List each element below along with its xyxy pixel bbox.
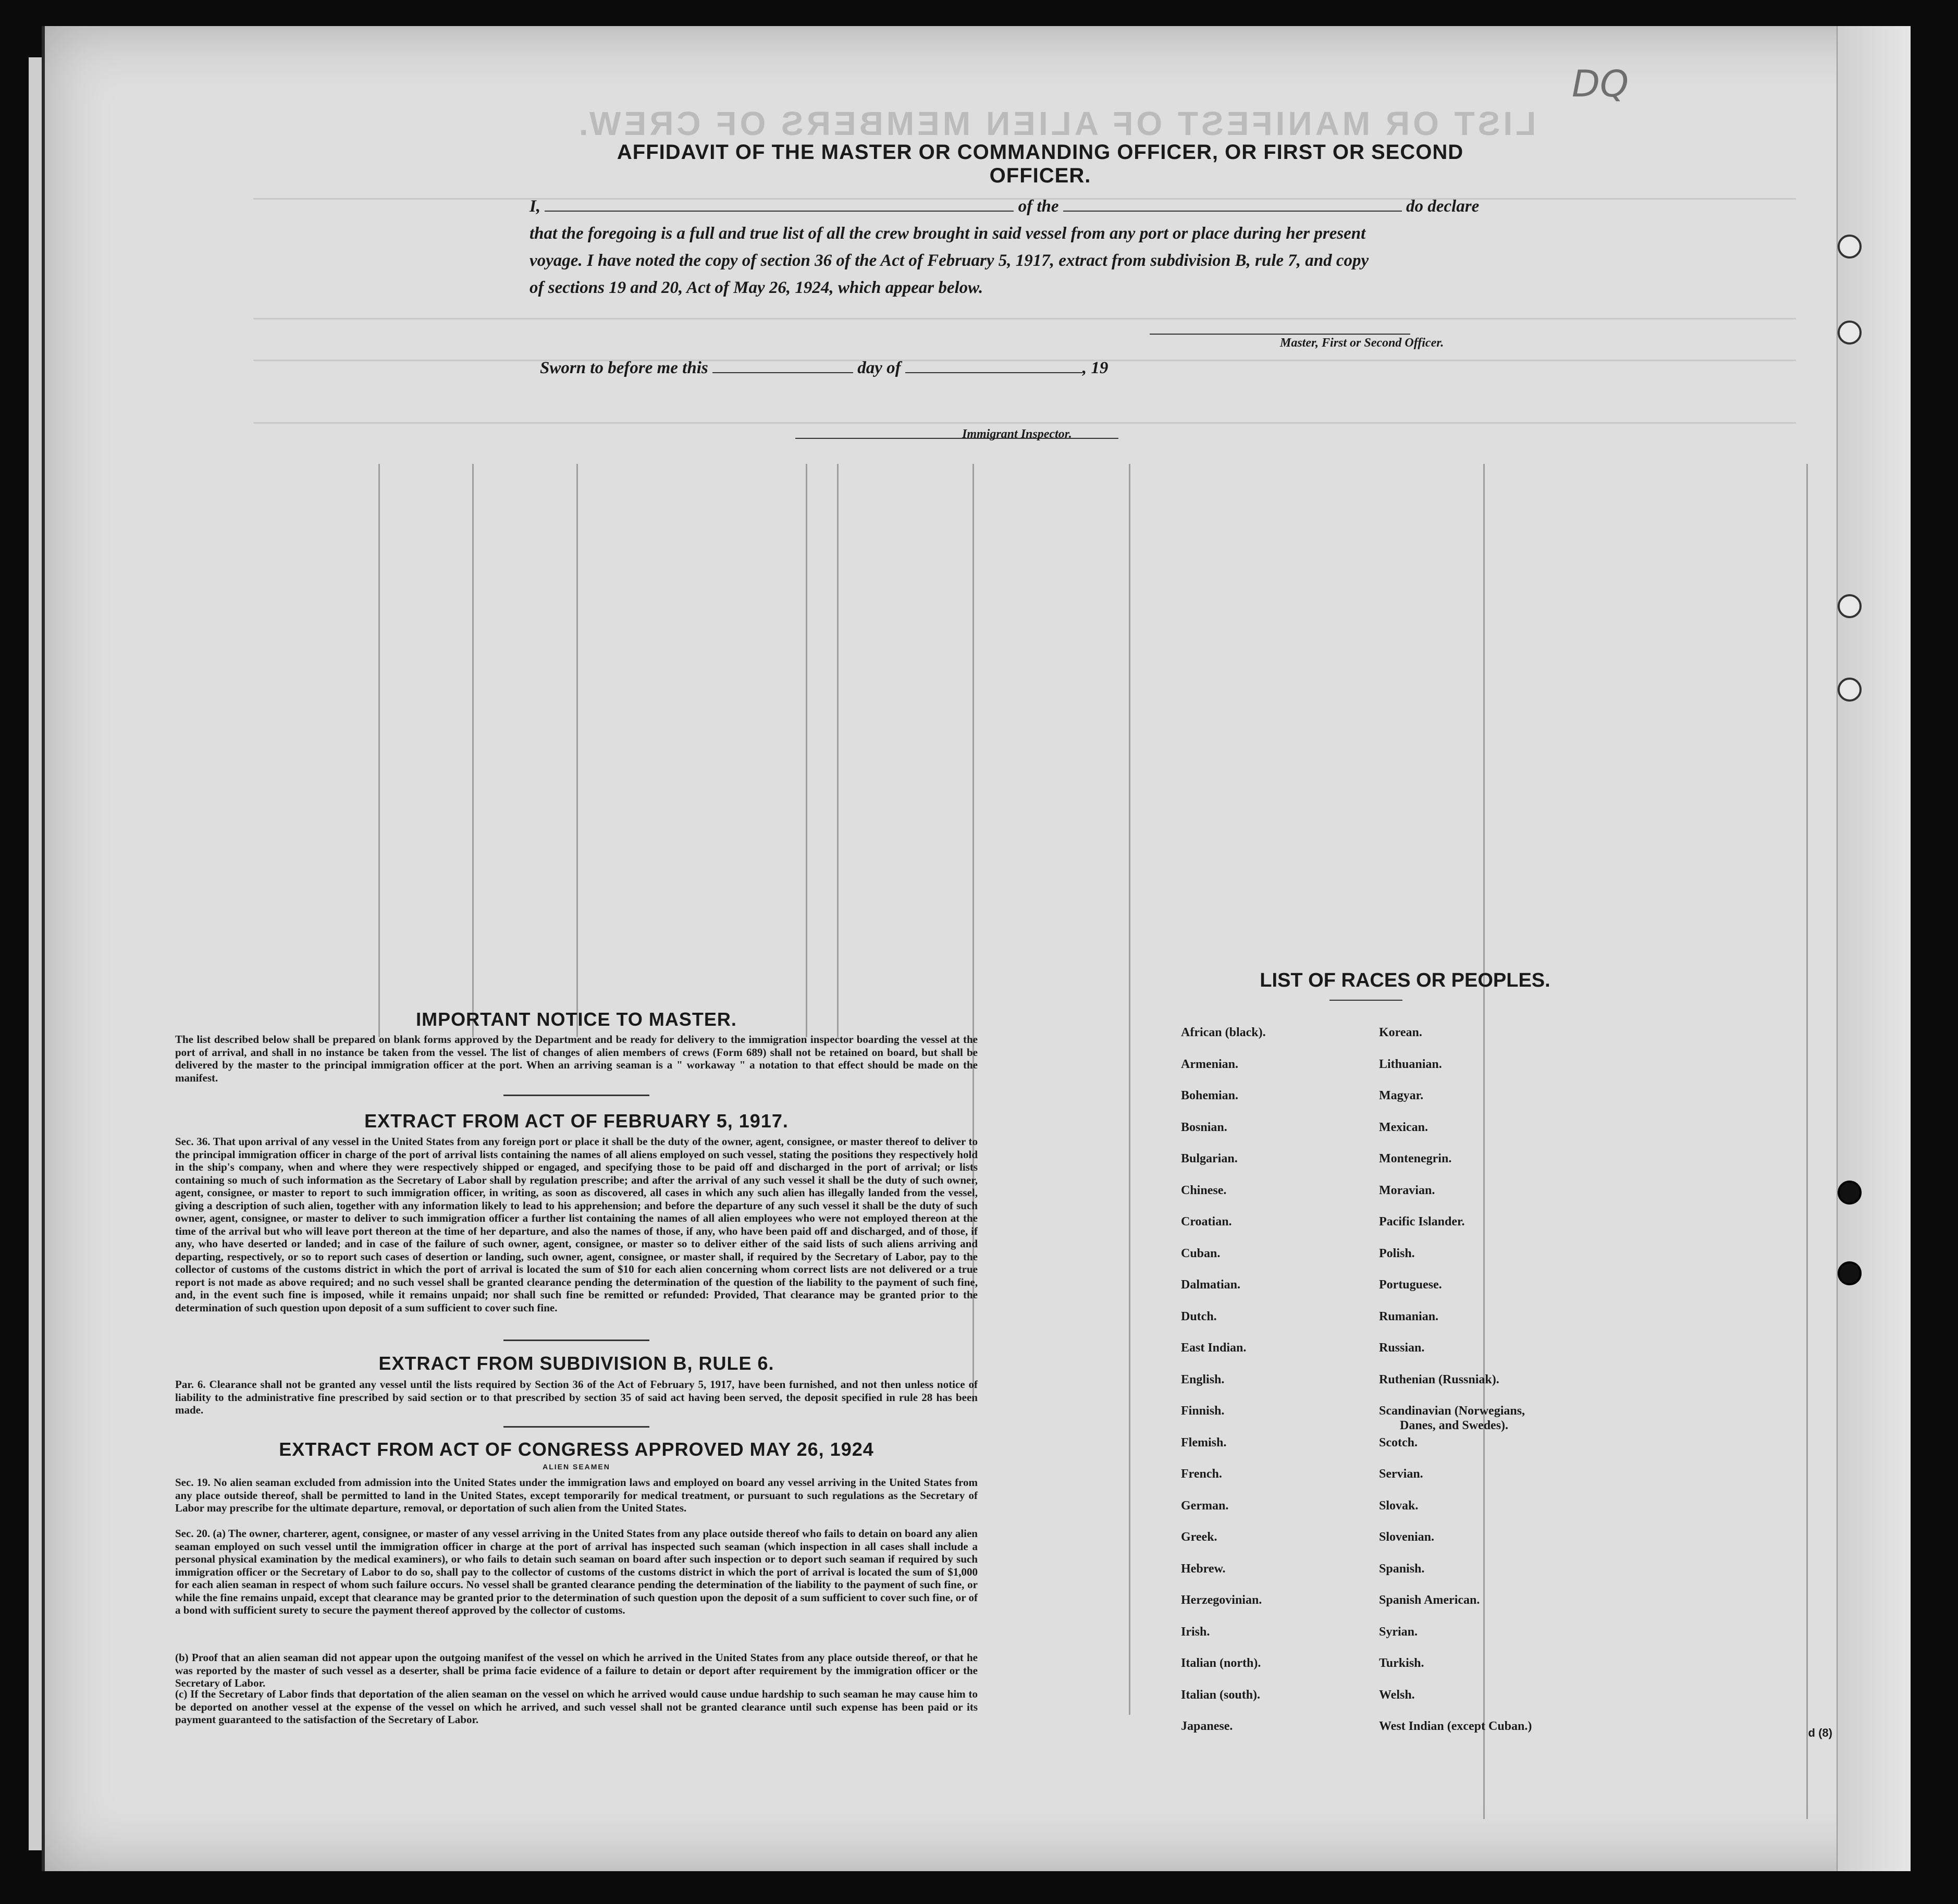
master-name-blank[interactable] xyxy=(545,195,1014,212)
race-item: Ruthenian (Russniak). xyxy=(1379,1372,1499,1386)
section-divider xyxy=(1329,1000,1402,1001)
extract-rule6-title: EXTRACT FROM SUBDIVISION B, RULE 6. xyxy=(378,1353,774,1374)
signature-label: Master, First or Second Officer. xyxy=(1280,336,1444,350)
affidavit-declaration-line: I, of the do declare xyxy=(529,193,1535,220)
column-rule xyxy=(806,464,807,1037)
race-item: Scotch. xyxy=(1379,1435,1418,1450)
race-item: Bosnian. xyxy=(1181,1120,1227,1134)
extract-1917-body: Sec. 36. That upon arrival of any vessel in the United States from any foreign port or place it shall be the duty of the owner, agent, consignee, or master thereof to deliver to the principal immigration officer in charge of the port of arrival lists containing the names of all aliens employed on such vessel, stating the positions they respectively hold in the ship's company, when and where they were respectively shipped or engaged, and specifying those to be paid off and discharged in the port of arrival; or lists containing so much of such information as the Secretary of Labor shall by regulation prescribe; and after the arrival of any such vessel it shall be the duty of such owner, agent, consignee, or master to report to such immigration officer, in writing, as soon as discovered, all cases in which any such alien has illegally landed from the vessel, giving a description of such alien, together with any information likely to lead to his apprehension; and before the departure of any such vessel it shall be the duty of such owner, agent, consignee, or master to deliver to such immigration officer a further list containing the names of all alien employees who were not employed thereon at the time of the arrival but who will leave port thereon at the time of her departure, and also the names of those, if any, who have been paid off and discharged, and of those, if any, who have deserted or landed; and in case of the failure of such owner, agent, consignee, or master so to deliver either of the said lists of such aliens arriving and departing, respectively, or so to report such cases of desertion or landing, such owner, agent, consignee, or master shall, if required by the Secretary of Labor, pay to the collector of customs of the customs district in which the port of arrival is located the sum of $10 for each alien concerning whom correct lists are not delivered or a true report is not made as above required; and no such vessel shall be granted clearance pending the determination of the question of the liability to the payment of such fine, and, in the event such fine is imposed, while it remains unpaid; nor shall such fine be remitted or refunded: Provided, That clearance may be granted prior to the determination of such question upon deposit of a sum sufficient to cover such fine. xyxy=(175,1135,978,1314)
page-edge-strip xyxy=(1837,26,1911,1871)
race-item: Slovak. xyxy=(1379,1498,1419,1513)
sworn-month-blank[interactable] xyxy=(905,357,1082,373)
race-item: French. xyxy=(1181,1467,1222,1481)
extract-1924-subtitle: ALIEN SEAMEN xyxy=(543,1463,610,1471)
race-item: Spanish. xyxy=(1379,1562,1425,1576)
inspector-label: Immigrant Inspector. xyxy=(962,427,1072,441)
race-item: Bohemian. xyxy=(1181,1089,1239,1102)
race-item: Syrian. xyxy=(1379,1625,1418,1639)
race-item: English. xyxy=(1181,1372,1225,1386)
race-item: Dalmatian. xyxy=(1181,1278,1240,1292)
race-item: Magyar. xyxy=(1379,1089,1424,1102)
affidavit-text-line: voyage. I have noted the copy of section 36 of the Act of February 5, 1917, extract from subdivision B, rule 7, and copy xyxy=(529,251,1369,270)
race-item: Lithuanian. xyxy=(1379,1057,1442,1071)
section-divider xyxy=(503,1340,649,1341)
binder-hole xyxy=(1838,594,1862,618)
race-item: Turkish. xyxy=(1379,1656,1424,1670)
race-item: Finnish. xyxy=(1181,1404,1225,1418)
form-number: d (8) xyxy=(1808,1726,1832,1739)
race-item: Polish. xyxy=(1379,1246,1415,1260)
affidavit-title: AFFIDAVIT OF THE MASTER OR COMMANDING OFFICER, OR FIRST OR SECOND OFFICER. xyxy=(617,141,1464,187)
vessel-name-blank[interactable] xyxy=(1063,195,1402,212)
column-rule xyxy=(378,464,380,1037)
race-item: Hebrew. xyxy=(1181,1562,1226,1576)
affidavit-text-line: that the foregoing is a full and true list of all the crew brought in said vessel from any port or place during her present xyxy=(529,224,1366,243)
extract-rule6-body: Par. 6. Clearance shall not be granted any vessel until the lists required by Section 36 of the Act of February 5, 1917, have been furnished, and not then unless notice of liability to the administrative fine prescribed by said section or to that prescribed by section 35 of said act having been served, the deposit specified in rule 28 has been made. xyxy=(175,1378,978,1416)
bleed-through-heading: LIST OR MANIFEST OF ALIEN MEMBERS OF CREW. xyxy=(575,105,1536,142)
race-item: Cuban. xyxy=(1181,1246,1221,1260)
sworn-date-blank[interactable] xyxy=(712,357,853,373)
bleed-through-rule xyxy=(253,318,1796,320)
race-item: Slovenian. xyxy=(1379,1530,1435,1544)
handwritten-mark: DQ xyxy=(1572,63,1629,105)
notice-title: IMPORTANT NOTICE TO MASTER. xyxy=(416,1009,737,1030)
race-item: Irish. xyxy=(1181,1625,1210,1639)
race-item: Servian. xyxy=(1379,1467,1423,1481)
column-rule xyxy=(1129,464,1130,1715)
race-item: German. xyxy=(1181,1498,1229,1513)
binder-hole xyxy=(1838,1181,1862,1205)
race-item: East Indian. xyxy=(1181,1341,1247,1355)
race-item: Danes, and Swedes). xyxy=(1400,1419,1509,1432)
race-item: Chinese. xyxy=(1181,1183,1227,1197)
race-item: African (black). xyxy=(1181,1026,1266,1039)
extract-1924-sec19: Sec. 19. No alien seaman excluded from admission into the United States under the immigration laws and employed on board any vessel arriving in the United States from any place outside thereof, shall be permitted to land in the United States, except temporarily for medical treatment, or pursuant to such regulations as the Secretary of Labor may prescribe for the ultimate departure, removal, or deportation of such alien from the United States. xyxy=(175,1476,978,1514)
race-item: Moravian. xyxy=(1379,1183,1435,1197)
race-item: Pacific Islander. xyxy=(1379,1215,1465,1229)
column-rule xyxy=(837,464,839,1037)
race-item: Japanese. xyxy=(1181,1719,1233,1733)
race-item: Bulgarian. xyxy=(1181,1152,1238,1165)
extract-1917-title: EXTRACT FROM ACT OF FEBRUARY 5, 1917. xyxy=(364,1110,789,1132)
race-item: Armenian. xyxy=(1181,1057,1238,1071)
column-rule xyxy=(472,464,474,1037)
extract-1924-sec20a: Sec. 20. (a) The owner, charterer, agent, consignee, or master of any vessel arriving in the United States from any place outside thereof who fails to detain on board any alien seaman employed on such vessel until the immigration officer in charge at the port of arrival has inspected such seaman (which inspection in all cases shall include a personal physical examination by the medical examiners), or who fails to detain such seaman on board after such inspection or to deport such seaman if required by such immigration officer or the Secretary of Labor to do so, shall pay to the collector of customs of the customs district in which the port of arrival is located the sum of $1,000 for each alien seaman in respect of whom such failure occurs. No vessel shall be granted clearance pending the determination of the liability to the payment of such fine, or while the fine remains unpaid, except that clearance may be granted prior to the determination of such question upon the deposit of a sum sufficient to cover such fine, or of a bond with sufficient surety to secure the payment thereof approved by the collector of customs. xyxy=(175,1527,978,1616)
extract-1924-sec20b: (b) Proof that an alien seaman did not appear upon the outgoing manifest of the vessel on which he arrived in the United States from any place outside thereof, or that he was reported by the master of such vessel as a deserter, shall be prima facie evidence of a failure to detain or deport after requirement by the immigration officer or the Secretary of Labor. xyxy=(175,1651,978,1689)
race-item: Dutch. xyxy=(1181,1309,1217,1323)
binder-hole xyxy=(1838,321,1862,345)
binder-hole xyxy=(1838,1261,1862,1285)
race-item: Italian (north). xyxy=(1181,1656,1261,1670)
manifest-page xyxy=(42,26,1911,1871)
race-item: Croatian. xyxy=(1181,1215,1232,1229)
race-item: Flemish. xyxy=(1181,1435,1227,1450)
section-divider xyxy=(503,1426,649,1428)
column-rule xyxy=(1806,464,1808,1819)
affidavit-text-line: of sections 19 and 20, Act of May 26, 1924, which appear below. xyxy=(529,278,983,297)
binder-hole xyxy=(1838,235,1862,259)
sworn-line: Sworn to before me this day of , 19 xyxy=(540,354,1546,382)
signature-blank[interactable] xyxy=(1150,318,1410,335)
column-rule xyxy=(1483,464,1485,1819)
notice-body: The list described below shall be prepared on blank forms approved by the Department and be ready for delivery to the immigration inspector boarding the vessel at the port of arrival, and shall in no instance be taken from the vessel. The list of changes of alien members of crews (Form 689) shall not be retained on board, but shall be delivered by the master to the principal immigration officer at the port. When an arriving seaman is a " workaway " a notation to that effect should be made on the manifest. xyxy=(175,1033,978,1084)
race-item: Spanish American. xyxy=(1379,1593,1480,1607)
extract-1924-title: EXTRACT FROM ACT OF CONGRESS APPROVED MAY 26, 1924 xyxy=(279,1439,874,1460)
race-item: Russian. xyxy=(1379,1341,1425,1355)
race-item: Herzegovinian. xyxy=(1181,1593,1262,1607)
race-item: Welsh. xyxy=(1379,1688,1415,1702)
race-item: Italian (south). xyxy=(1181,1688,1261,1702)
race-item: Montenegrin. xyxy=(1379,1152,1452,1165)
binder-hole xyxy=(1838,678,1862,702)
extract-1924-sec20c: (c) If the Secretary of Labor finds that deportation of the alien seaman on the vessel on which he arrived would cause undue hardship to such seaman he may cause him to be deported on another vessel at the expense of the vessel on which he arrived, and such vessel shall not be granted clearance until such expense has been paid or its payment guaranteed to the satisfaction of the Secretary of Labor. xyxy=(175,1688,978,1726)
race-item: Portuguese. xyxy=(1379,1278,1442,1292)
race-item: Korean. xyxy=(1379,1026,1422,1039)
race-item: Greek. xyxy=(1181,1530,1217,1544)
races-title: LIST OF RACES OR PEOPLES. xyxy=(1260,969,1550,991)
race-item: Rumanian. xyxy=(1379,1309,1439,1323)
column-rule xyxy=(576,464,578,1037)
race-item: Mexican. xyxy=(1379,1120,1428,1134)
race-item: West Indian (except Cuban.) xyxy=(1379,1719,1532,1733)
race-item: Scandinavian (Norwegians, xyxy=(1379,1404,1525,1418)
section-divider xyxy=(503,1095,649,1096)
